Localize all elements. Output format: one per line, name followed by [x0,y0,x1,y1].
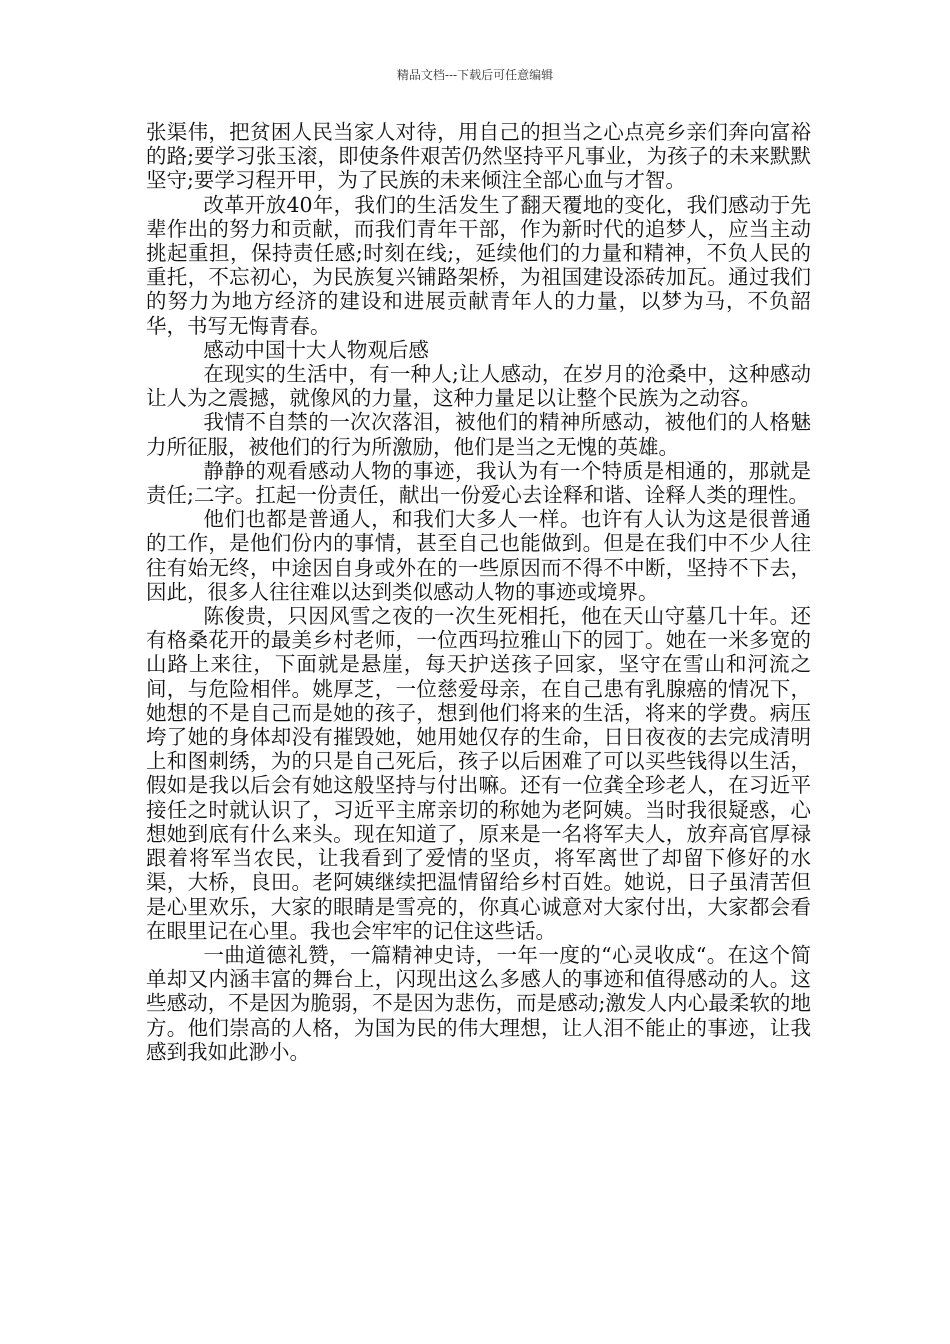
paragraph: 改革开放40年，我们的生活发生了翻天覆地的变化，我们感动于先辈作出的努力和贡献，而我们青年干部，作为新时代的追梦人，应当主动挑起重担，保持责任感;时刻在线;，延续他们的力量和精神，不负人民的重托，不忘初心，为民族复兴铺路架桥，为祖国建设添砖加瓦。通过我们的努力为地方经济的建设和进展贡献青年人的力量，以梦为马，不负韶华，书写无悔青春。 [146,192,811,338]
paragraph: 张渠伟，把贫困人民当家人对待，用自己的担当之心点亮乡亲们奔向富裕的路;要学习张玉滚，即使条件艰苦仍然坚持平凡事业，为孩子的未来默默坚守;要学习程开甲，为了民族的未来倾注全部心血与才智。 [146,120,811,193]
section-title: 感动中国十大人物观后感 [203,337,429,362]
page-header: 精品文档---下载后可任意编辑 [396,68,554,82]
paragraph: 他们也都是普通人，和我们大多人一样。也许有人认为这是很普通的工作，是他们份内的事情，甚至自己也能做到。但是在我们中不少人往往有始无终，中途因自身或外在的一些原因而不得不中断，坚持不下去，因此，很多人往往难以达到类似感动人物的事迹或境界。 [146,507,811,604]
paragraph: 陈俊贵，只因风雪之夜的一次生死相托，他在天山守墓几十年。还有格桑花开的最美乡村老师，一位西玛拉雅山下的园丁。她在一米多宽的山路上来往，下面就是悬崖，每天护送孩子回家，坚守在雪山和河流之间，与危险相伴。姚厚芝，一位慈爱母亲，在自己患有乳腺癌的情况下，她想的不是自己而是她的孩子，想到他们将来的生活，将来的学费。病压垮了她的身体却没有摧毁她，她用她仅存的生命，日日夜夜的去完成清明上和图刺绣，为的只是自己死后，孩子以后困难了可以买些钱得以生活，假如是我以后会有她这般坚持与付出嘛。还有一位龚全珍老人，在习近平接任之时就认识了，习近平主席亲切的称她为老阿姨。当时我很疑惑，心想她到底有什么来头。现在知道了，原来是一名将军夫人，放弃高官厚禄跟着将军当农民，让我看到了爱情的坚贞，将军离世了却留下修好的水渠，大桥，良田。老阿姨继续把温情留给乡村百姓。她说，日子虽清苦但是心里欢乐，大家的眼睛是雪亮的，你真心诚意对大家付出，大家都会看在眼里记在心里。我也会牢牢的记住这些话。 [146,604,811,943]
paragraph: 我情不自禁的一次次落泪，被他们的精神所感动，被他们的人格魅力所征服，被他们的行为所激励，他们是当之无愧的英雄。 [146,410,811,459]
paragraph: 一曲道德礼赞，一篇精神史诗，一年一度的“心灵收成“。在这个简单却又内涵丰富的舞台上，闪现出这么多感人的事迹和值得感动的人。这些感动，不是因为脆弱，不是因为悲伤，而是感动;激发人内心最柔软的地方。他们崇高的人格，为国为民的伟大理想，让人泪不能止的事迹，让我感到我如此渺小。 [146,942,811,1064]
paragraph: 在现实的生活中，有一种人;让人感动，在岁月的沧桑中，这种感动让人为之震撼，就像风的力量，这种力量足以让整个民族为之动容。 [146,362,811,411]
paragraph: 静静的观看感动人物的事迹，我认为有一个特质是相通的，那就是责任;二字。扛起一份责任，献出一份爱心去诠释和谐、诠释人类的理性。 [146,458,811,508]
document-body [146,120,811,1064]
